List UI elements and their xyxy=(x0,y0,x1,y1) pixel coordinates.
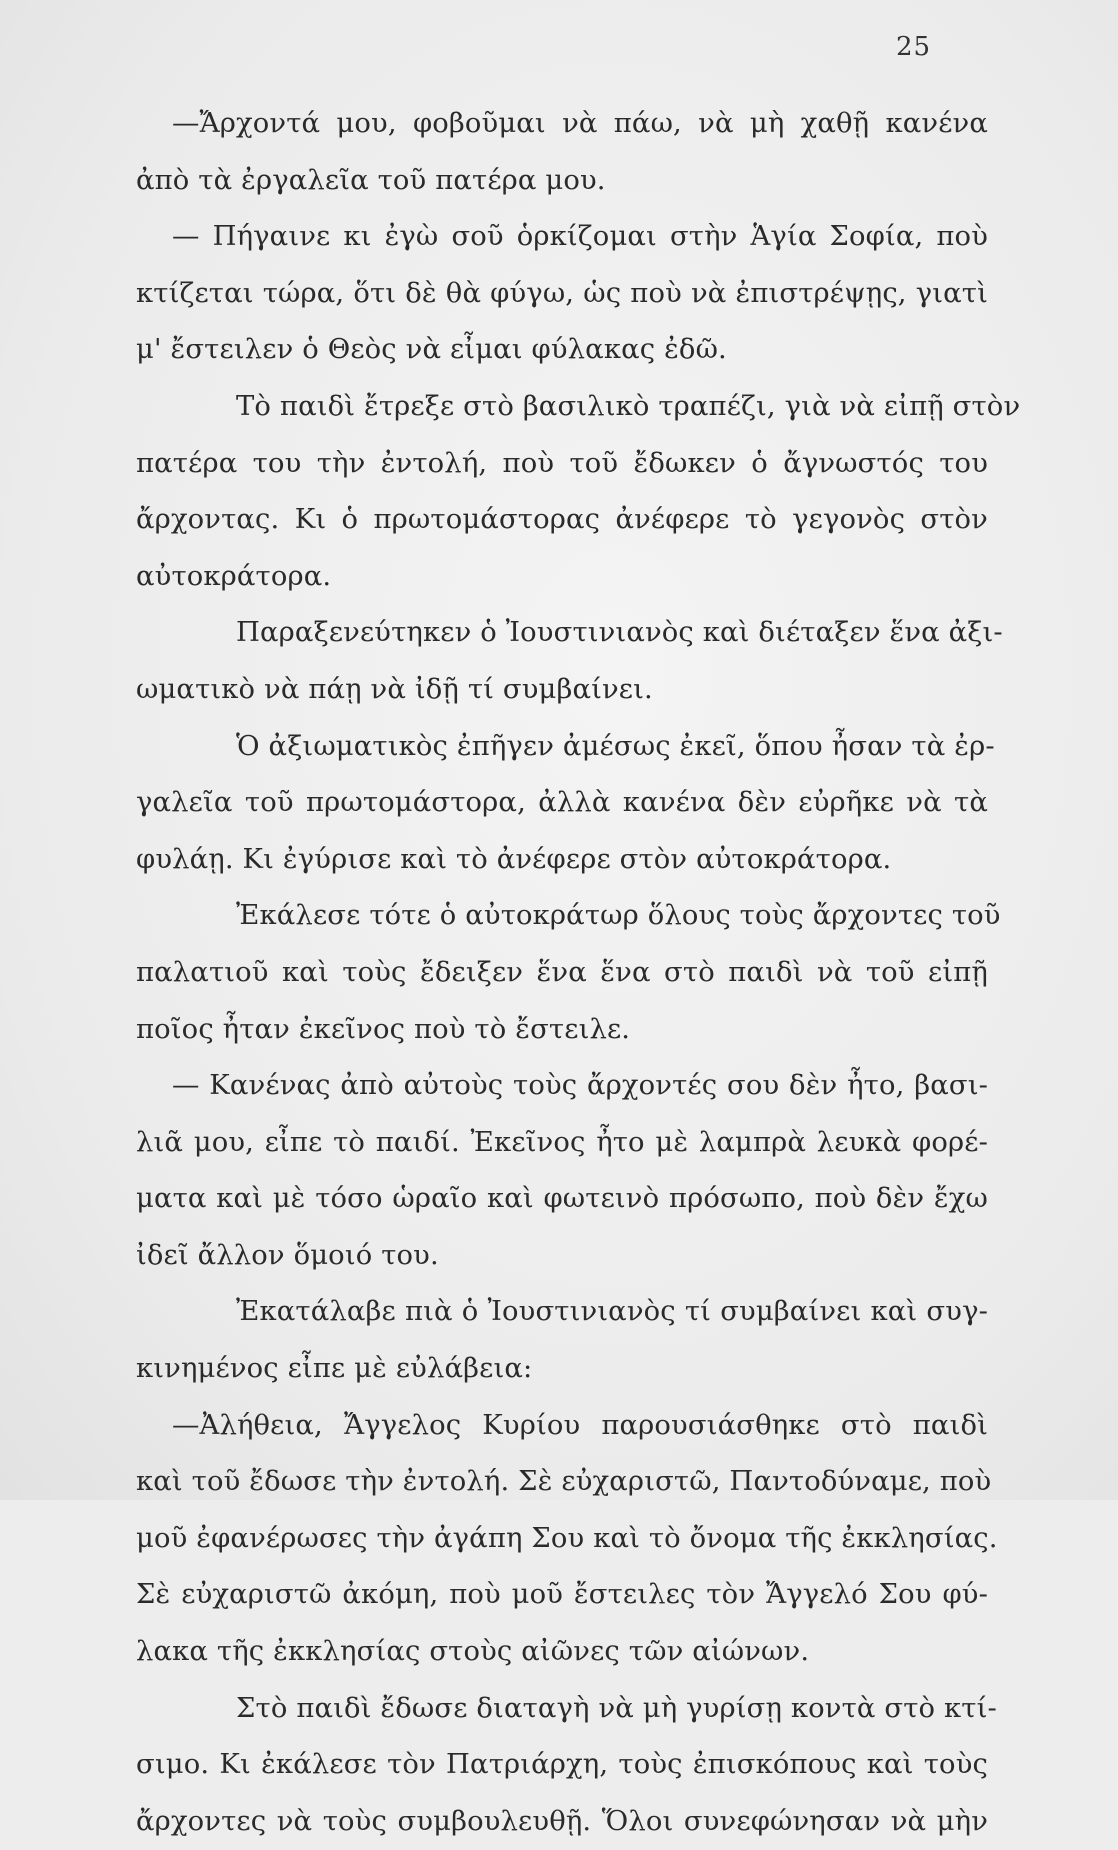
text-line: καὶ τοῦ ἔδωσε τὴν ἐντολή. Σὲ εὐχαριστῶ, Παντοδύναμε, ποὺ xyxy=(136,1466,992,1498)
text-line: μοῦ ἐφανέρωσες τὴν ἀγάπη Σου καὶ τὸ ὄνομα τῆς ἐκκλησίας. xyxy=(136,1522,998,1554)
text-line: Στὸ παιδὶ ἔδωσε διαταγὴ νὰ μὴ γυρίσῃ κοντὰ στὸ κτί- xyxy=(236,1692,997,1724)
text-line: λιᾶ μου, εἶπε τὸ παιδί. Ἐκεῖνος ἦτο μὲ λαμπρὰ λευκὰ φορέ- xyxy=(136,1126,988,1158)
text-line: πατέρα του τὴν ἐντολή, ποὺ τοῦ ἔδωκεν ὁ ἄγνωστός του xyxy=(136,447,988,479)
page-number: 25 xyxy=(896,32,932,62)
body-text xyxy=(136,96,1021,1850)
text-line: Ἐκατάλαβε πιὰ ὁ Ἰουστινιανὸς τί συμβαίνει καὶ συγ- xyxy=(236,1296,988,1328)
text-line: παλατιοῦ καὶ τοὺς ἔδειξεν ἕνα ἕνα στὸ παιδὶ νὰ τοῦ εἰπῇ xyxy=(136,956,988,988)
text-line: Σὲ εὐχαριστῶ ἀκόμη, ποὺ μοῦ ἔστειλες τὸν Ἄγγελό Σου φύ- xyxy=(136,1579,988,1611)
text-line: σιμο. Κι ἐκάλεσε τὸν Πατριάρχη, τοὺς ἐπισκόπους καὶ τοὺς xyxy=(136,1749,988,1781)
text-line: ποῖος ἦταν ἐκεῖνος ποὺ τὸ ἔστειλε. xyxy=(136,1013,631,1045)
text-line: —Ἄρχοντά μου, φοβοῦμαι νὰ πάω, νὰ μὴ χαθῇ κανένα xyxy=(172,108,988,139)
text-line: Παραξενεύτηκεν ὁ Ἰουστινιανὸς καὶ διέταξεν ἕνα ἀξι- xyxy=(236,617,1003,649)
text-line: — Κανένας ἀπὸ αὐτοὺς τοὺς ἄρχοντές σου δὲν ἦτο, βασι- xyxy=(172,1070,988,1102)
text-line: μ' ἔστειλεν ὁ Θεὸς νὰ εἶμαι φύλακας ἐδῶ. xyxy=(136,334,727,366)
text-line: ματα καὶ μὲ τόσο ὡραῖο καὶ φωτεινὸ πρόσωπο, ποὺ δὲν ἔχω xyxy=(136,1183,988,1215)
text-line: Τὸ παιδὶ ἔτρεξε στὸ βασιλικὸ τραπέζι, γιὰ νὰ εἰπῇ στὸν xyxy=(236,390,1021,422)
text-line: φυλάῃ. Κι ἐγύρισε καὶ τὸ ἀνέφερε στὸν αὐτοκράτορα. xyxy=(136,843,892,875)
text-line: — Πήγαινε κι ἐγὼ σοῦ ὁρκίζομαι στὴν Ἁγία Σοφία, ποὺ xyxy=(172,221,988,253)
text-line: Ὁ ἀξιωματικὸς ἐπῆγεν ἀμέσως ἐκεῖ, ὅπου ἦσαν τὰ ἐρ- xyxy=(236,730,995,762)
text-line: κινημένος εἶπε μὲ εὐλάβεια: xyxy=(136,1353,533,1385)
text-line: ἄρχοντες νὰ τοὺς συμβουλευθῇ. Ὅλοι συνεφώνησαν νὰ μὴν xyxy=(136,1805,988,1837)
text-line: ἀπὸ τὰ ἐργαλεῖα τοῦ πατέρα μου. xyxy=(136,164,606,196)
text-line: ωματικὸ νὰ πάῃ νὰ ἰδῇ τί συμβαίνει. xyxy=(136,673,653,705)
text-line: —Ἀλήθεια, Ἄγγελος Κυρίου παρουσιάσθηκε στὸ παιδὶ xyxy=(172,1409,988,1441)
text-line: λακα τῆς ἐκκλησίας στοὺς αἰῶνες τῶν αἰώνων. xyxy=(136,1636,810,1668)
text-line: αὐτοκράτορα. xyxy=(136,560,332,592)
text-line: ἄρχοντας. Κι ὁ πρωτομάστορας ἀνέφερε τὸ γεγονὸς στὸν xyxy=(136,504,988,536)
text-line: γαλεῖα τοῦ πρωτομάστορα, ἀλλὰ κανένα δὲν εὐρῆκε νὰ τὰ xyxy=(136,787,988,819)
text-line: ἰδεῖ ἄλλον ὅμοιό του. xyxy=(136,1239,439,1271)
text-line: κτίζεται τώρα, ὅτι δὲ θὰ φύγω, ὡς ποὺ νὰ ἐπιστρέψῃς, γιατὶ xyxy=(136,277,988,309)
text-line: Ἐκάλεσε τότε ὁ αὐτοκράτωρ ὅλους τοὺς ἄρχοντες τοῦ xyxy=(236,900,1001,932)
